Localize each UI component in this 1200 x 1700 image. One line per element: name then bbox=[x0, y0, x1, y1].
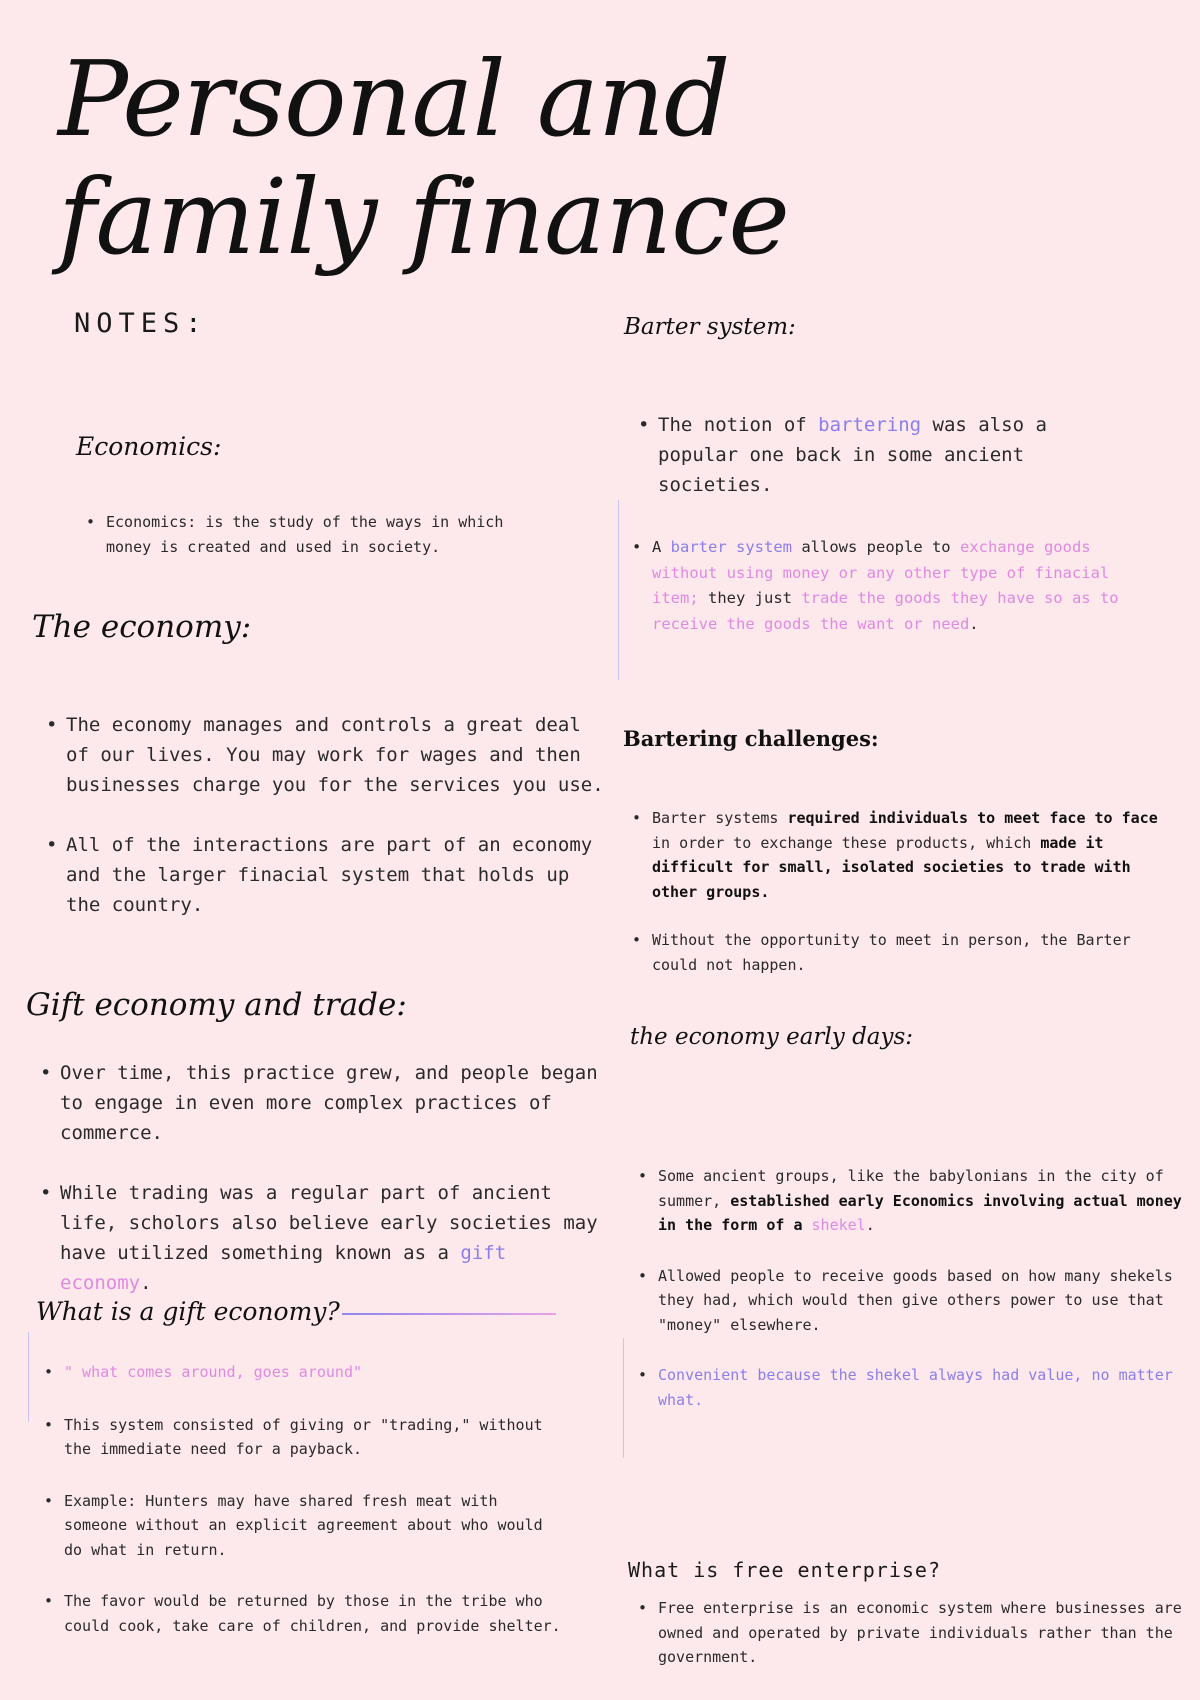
gift-economy-trade-list bbox=[38, 1058, 606, 1298]
text: in order to exchange these products, which bbox=[652, 833, 1041, 852]
list-item-quote bbox=[42, 1360, 562, 1385]
gift-economy-trade-heading: Gift economy and trade: bbox=[26, 987, 407, 1023]
bartering-challenges-heading: Bartering challenges: bbox=[623, 726, 879, 751]
bold-text: required individuals to meet face to face bbox=[787, 809, 1158, 827]
list-item bbox=[38, 1178, 606, 1298]
highlight-trade-goods: trade the goods they have so as to receive the goods the want or need bbox=[652, 589, 1119, 633]
list-item bbox=[630, 535, 1150, 637]
highlight-text: Convenient because the shekel always had value, no matter what. bbox=[658, 1366, 1173, 1409]
list-item: • Free enterprise is an economic system where businesses are owned and operated by private individuals rather than the government. bbox=[636, 1596, 1186, 1670]
quote-text: " what comes around, goes around" bbox=[64, 1363, 363, 1381]
bold-text: made it difficult for small, isolated societies to trade with other groups. bbox=[652, 833, 1131, 901]
list-item: • The economy manages and controls a great deal of our lives. You may work for wages and then businesses charge you for the services you use. bbox=[44, 710, 604, 800]
list-item-highlight bbox=[636, 1363, 1186, 1412]
the-economy-heading: The economy: bbox=[32, 609, 252, 645]
economy-early-days-list bbox=[636, 1164, 1186, 1412]
notes-label: NOTES: bbox=[74, 308, 208, 339]
list-item bbox=[636, 1164, 1186, 1238]
barter-system-list-1 bbox=[636, 410, 1106, 500]
free-enterprise-heading: What is free enterprise? bbox=[628, 1558, 941, 1582]
page-title: Personal and family finance bbox=[58, 38, 789, 278]
list-item: • Economics: is the study of the ways in which money is created and used in society. bbox=[84, 510, 524, 559]
highlight-shekel: shekel bbox=[811, 1216, 866, 1234]
list-item-end: . bbox=[140, 1272, 152, 1294]
the-economy-list bbox=[44, 710, 604, 920]
decorative-divider bbox=[342, 1313, 556, 1315]
text: allows people to bbox=[792, 538, 960, 556]
barter-system-heading: Barter system: bbox=[624, 314, 796, 340]
bartering-challenges-list bbox=[630, 806, 1182, 977]
highlight-economy: economy bbox=[60, 1272, 141, 1294]
list-item bbox=[636, 410, 1106, 500]
text: . bbox=[865, 1216, 875, 1234]
bold-text: established early Economics involving actual money in the form of a bbox=[658, 1191, 1182, 1234]
list-item: • This system consisted of giving or "trading," without the immediate need for a payback. bbox=[42, 1413, 562, 1462]
list-item-text: While trading was a regular part of ancient life, scholors also believe early societies may have utilized something known as a bbox=[60, 1182, 598, 1264]
list-item: • Example: Hunters may have shared fresh meat with someone without an explicit agreement about who would do what in return. bbox=[42, 1489, 562, 1563]
decorative-vertical-line bbox=[28, 1332, 29, 1422]
economics-heading: Economics: bbox=[76, 432, 222, 461]
text: The notion of bbox=[658, 414, 819, 436]
highlight-barter-system: barter system bbox=[670, 538, 792, 556]
list-item: • The favor would be returned by those in the tribe who could cook, take care of children, and provide shelter. bbox=[42, 1589, 562, 1638]
economics-list bbox=[84, 510, 524, 559]
highlight-bartering: bartering bbox=[818, 414, 922, 436]
text: . bbox=[969, 614, 979, 633]
barter-system-list-2 bbox=[630, 535, 1150, 637]
text: they just bbox=[698, 589, 802, 607]
decorative-vertical-line bbox=[618, 500, 619, 680]
what-is-gift-economy-list bbox=[42, 1360, 562, 1638]
highlight-exchange-goods: exchange goods without using money or any other type of finacial item; bbox=[652, 538, 1110, 607]
list-item: • All of the interactions are part of an economy and the larger finacial system that holds up the country. bbox=[44, 830, 604, 920]
text: Barter systems bbox=[652, 809, 788, 827]
text: A bbox=[652, 538, 671, 556]
highlight-gift: gift bbox=[460, 1242, 507, 1264]
list-item: • Over time, this practice grew, and people began to engage in even more complex practices of commerce. bbox=[38, 1058, 606, 1148]
list-item: • Allowed people to receive goods based on how many shekels they had, which would then give others power to use that "money" elsewhere. bbox=[636, 1264, 1186, 1338]
economy-early-days-heading: the economy early days: bbox=[630, 1024, 914, 1050]
free-enterprise-list bbox=[636, 1596, 1186, 1670]
text: was also a popular one back in some ancient societies. bbox=[658, 414, 1047, 496]
what-is-gift-economy-heading: What is a gift economy? bbox=[36, 1297, 340, 1326]
decorative-vertical-line bbox=[623, 1338, 624, 1458]
list-item: • Without the opportunity to meet in person, the Barter could not happen. bbox=[630, 928, 1182, 977]
text: Some ancient groups, like the babylonians in the city of summer, bbox=[658, 1167, 1164, 1210]
list-item bbox=[630, 806, 1182, 904]
